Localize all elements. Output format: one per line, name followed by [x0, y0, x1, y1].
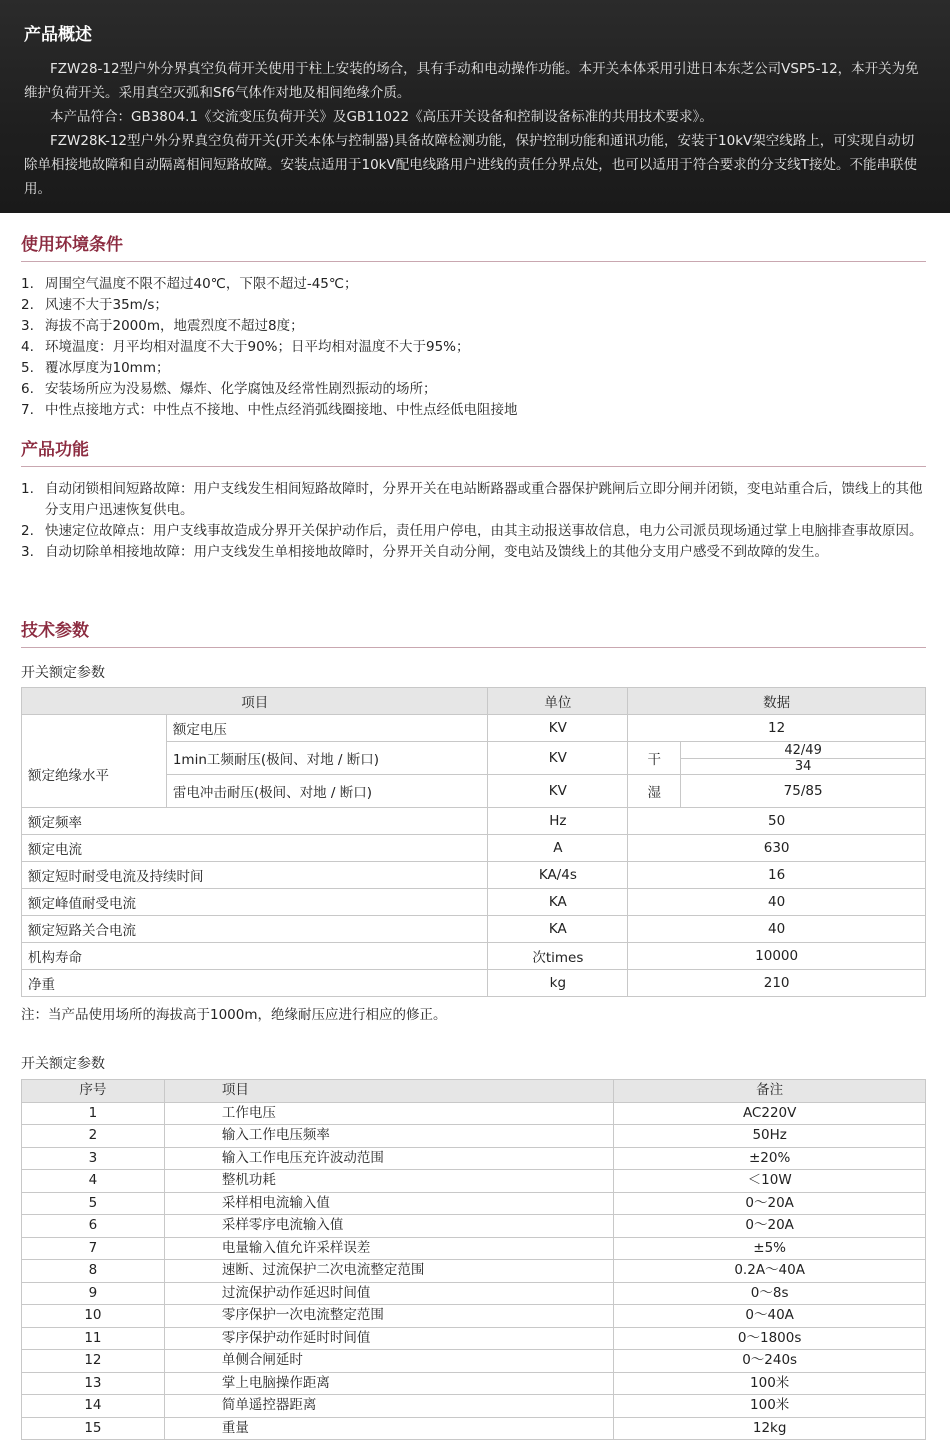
- row-value: 75/85: [681, 775, 926, 808]
- row-item: 采样零序电流输入值: [164, 1215, 613, 1238]
- overview-paragraph-1: FZW28-12型户外分界真空负荷开关使用于柱上安装的场合，具有手动和电动操作功能。本开关本体采用引进日本东芝公司VSP5-12，本开关为免维护负荷开关。采用真空灭弧和Sf6气体作对地及相间绝缘介质。: [24, 61, 919, 101]
- row-no: 7: [22, 1237, 165, 1260]
- row-item: 采样相电流输入值: [164, 1192, 613, 1215]
- table-row: [22, 1237, 926, 1260]
- row-remark: 12kg: [614, 1417, 926, 1440]
- list-item: [21, 400, 926, 421]
- list-number: 1.: [21, 276, 34, 292]
- row-remark: 0～20A: [614, 1192, 926, 1215]
- row-unit: kg: [488, 970, 628, 997]
- table-row: [22, 1350, 926, 1373]
- row-value: 34: [794, 758, 812, 774]
- list-number: 2.: [21, 297, 34, 313]
- table-row: [22, 1305, 926, 1328]
- row-remark: 0.2A～40A: [614, 1260, 926, 1283]
- table-row: [22, 1192, 926, 1215]
- row-no: 1: [22, 1102, 165, 1125]
- func-section: [21, 435, 926, 563]
- row-remark: 0～20A: [614, 1215, 926, 1238]
- insulation-label: 额定绝缘水平: [22, 742, 167, 808]
- list-item: [21, 479, 926, 521]
- table2-title: 开关额定参数: [21, 1056, 105, 1072]
- row-name: 额定峰值耐受电流: [22, 889, 488, 916]
- t2-head-item: 项目: [164, 1080, 613, 1103]
- row-name: 额定短时耐受电流及持续时间: [22, 862, 488, 889]
- list-number: 3.: [21, 318, 34, 334]
- table-row: [22, 808, 926, 835]
- t1-head-data: 数据: [628, 688, 926, 715]
- row-remark: 0～240s: [614, 1350, 926, 1373]
- table-row: [22, 715, 926, 742]
- table-row: [22, 916, 926, 943]
- row-remark: 100米: [614, 1372, 926, 1395]
- table-row: [22, 1102, 926, 1125]
- row-remark: ±20%: [614, 1147, 926, 1170]
- list-item: [21, 521, 926, 542]
- t2-head-remark: 备注: [614, 1080, 926, 1103]
- table-row: [22, 1417, 926, 1440]
- table-row: [22, 835, 926, 862]
- list-text: 环境温度：月平均相对温度不大于90%；日平均相对温度不大于95%；: [45, 339, 470, 355]
- list-number: 2.: [21, 523, 34, 539]
- row-unit: KA: [488, 916, 628, 943]
- list-number: 6.: [21, 381, 34, 397]
- row-name: 额定频率: [22, 808, 488, 835]
- row-unit: A: [488, 835, 628, 862]
- env-title: 使用环境条件: [21, 230, 926, 262]
- row-no: 6: [22, 1215, 165, 1238]
- func-title: 产品功能: [21, 435, 926, 467]
- table-row: [22, 1395, 926, 1418]
- row-value: 40: [628, 916, 926, 943]
- row-no: 8: [22, 1260, 165, 1283]
- row-remark: ±5%: [614, 1237, 926, 1260]
- row-item: 输入工作电压频率: [164, 1125, 613, 1148]
- table-row: [22, 1170, 926, 1193]
- row-item: 单侧合闸延时: [164, 1350, 613, 1373]
- row-item: 简单遥控器距离: [164, 1395, 613, 1418]
- row-no: 11: [22, 1327, 165, 1350]
- row-item: 速断、过流保护二次电流整定范围: [164, 1260, 613, 1283]
- table-row: [22, 742, 926, 775]
- table-row: [22, 1125, 926, 1148]
- row-no: 15: [22, 1417, 165, 1440]
- table-row: [22, 1147, 926, 1170]
- row-item: 电量输入值允许采样误差: [164, 1237, 613, 1260]
- table-row: [22, 1372, 926, 1395]
- row-item: 整机功耗: [164, 1170, 613, 1193]
- tech-section: [21, 616, 926, 1440]
- row-name: 额定电流: [22, 835, 488, 862]
- t1-head-unit: 单位: [488, 688, 628, 715]
- controller-params-table: [21, 1079, 926, 1440]
- list-text: 覆冰厚度为10mm；: [45, 360, 170, 376]
- row-no: 2: [22, 1125, 165, 1148]
- row-value: 12: [628, 715, 926, 742]
- table1-title: 开关额定参数: [21, 665, 105, 681]
- row-value: 630: [628, 835, 926, 862]
- row-unit: KV: [488, 775, 628, 808]
- row-item: 输入工作电压充许波动范围: [164, 1147, 613, 1170]
- row-name: 额定短路关合电流: [22, 916, 488, 943]
- row-unit: KV: [488, 715, 628, 742]
- list-item: [21, 316, 926, 337]
- row-no: 4: [22, 1170, 165, 1193]
- table-row: [22, 1282, 926, 1305]
- row-no: 9: [22, 1282, 165, 1305]
- overview-title: 产品概述: [24, 25, 92, 45]
- row-name: 机构寿命: [22, 943, 488, 970]
- row-remark: 0～1800s: [614, 1327, 926, 1350]
- row-item: 过流保护动作延迟时间值: [164, 1282, 613, 1305]
- row-value: 40: [628, 889, 926, 916]
- row-name: 雷电冲击耐压(极间、对地 / 断口): [166, 775, 488, 808]
- row-unit: KA: [488, 889, 628, 916]
- row-unit: 次times: [488, 943, 628, 970]
- row-item: 掌上电脑操作距离: [164, 1372, 613, 1395]
- overview-paragraph-3: FZW28K-12型户外分界真空负荷开关(开关本体与控制器)具备故障检测功能，保护控制功能和通讯功能，安装于10kV架空线路上，可实现自动切除单相接地故障和自动隔离相间短路故障。安装点适用于10kV配电线路用户进线的责任分界点处，也可以适用于符合要求的分支线T接处。不能串联使用。: [24, 133, 917, 197]
- wet-tag: 湿: [628, 775, 681, 808]
- list-item: [21, 542, 926, 563]
- overview-paragraph-2: 本产品符合：GB3804.1《交流变压负荷开关》及GB11022《高压开关设备和控制设备标准的共用技术要求》。: [50, 109, 713, 125]
- row-unit: KV: [488, 742, 628, 775]
- t2-head-no: 序号: [22, 1080, 165, 1103]
- row-name: 净重: [22, 970, 488, 997]
- row-remark: 100米: [614, 1395, 926, 1418]
- env-section: [21, 230, 926, 421]
- row-unit: Hz: [488, 808, 628, 835]
- row-item: 重量: [164, 1417, 613, 1440]
- row-no: 14: [22, 1395, 165, 1418]
- row-value: 210: [628, 970, 926, 997]
- t1-head-item: 项目: [22, 688, 488, 715]
- altitude-note: 注：当产品使用场所的海拔高于1000m，绝缘耐压应进行相应的修正。: [21, 1007, 447, 1023]
- list-number: 3.: [21, 544, 34, 560]
- list-item: [21, 295, 926, 316]
- list-item: [21, 358, 926, 379]
- row-unit: KA/4s: [488, 862, 628, 889]
- row-item: 工作电压: [164, 1102, 613, 1125]
- row-value: 42/49: [681, 743, 925, 759]
- table-row: [22, 943, 926, 970]
- row-item: 零序保护动作延时时间值: [164, 1327, 613, 1350]
- func-list: [21, 479, 926, 563]
- table-row: [22, 1260, 926, 1283]
- row-no: 12: [22, 1350, 165, 1373]
- table-row: [22, 1327, 926, 1350]
- row-name: 额定电压: [166, 715, 488, 742]
- row-no: 10: [22, 1305, 165, 1328]
- row-no: 5: [22, 1192, 165, 1215]
- row-no: 13: [22, 1372, 165, 1395]
- row-remark: 0～40A: [614, 1305, 926, 1328]
- row-remark: ＜10W: [614, 1170, 926, 1193]
- table-row: [22, 1215, 926, 1238]
- list-number: 1.: [21, 481, 34, 497]
- overview-banner: [0, 0, 950, 213]
- table-row: [22, 862, 926, 889]
- row-remark: AC220V: [614, 1102, 926, 1125]
- row-remark: 0～8s: [614, 1282, 926, 1305]
- list-number: 4.: [21, 339, 34, 355]
- table-row: [22, 889, 926, 916]
- dry-tag: 干: [628, 742, 681, 775]
- list-text: 自动闭锁相间短路故障：用户支线发生相间短路故障时，分界开关在电站断路器或重合器保护跳闸后立即分闸并闭锁，变电站重合后，馈线上的其他分支用户迅速恢复供电。: [45, 481, 923, 518]
- list-text: 海拔不高于2000m，地震烈度不超过8度；: [45, 318, 304, 334]
- env-list: [21, 274, 926, 421]
- table-row: [22, 970, 926, 997]
- list-item: [21, 379, 926, 400]
- list-text: 中性点接地方式：中性点不接地、中性点经消弧线圈接地、中性点经低电阻接地: [45, 402, 518, 418]
- list-text: 快速定位故障点：用户支线事故造成分界开关保护动作后，责任用户停电，由其主动报送事故信息，电力公司派员现场通过掌上电脑排查事故原因。: [45, 523, 923, 539]
- row-value: 10000: [628, 943, 926, 970]
- list-text: 周围空气温度不限不超过40℃，下限不超过-45℃；: [45, 276, 358, 292]
- list-text: 风速不大于35m/s；: [45, 297, 168, 313]
- list-text: 自动切除单相接地故障：用户支线发生单相接地故障时，分界开关自动分闸，变电站及馈线上的其他分支用户感受不到故障的发生。: [45, 544, 828, 560]
- list-text: 安装场所应为没易燃、爆炸、化学腐蚀及经常性剧烈振动的场所；: [45, 381, 437, 397]
- row-value: 50: [628, 808, 926, 835]
- list-number: 5.: [21, 360, 34, 376]
- tech-title: 技术参数: [21, 616, 926, 648]
- row-no: 3: [22, 1147, 165, 1170]
- list-item: [21, 337, 926, 358]
- list-item: [21, 274, 926, 295]
- row-name: 1min工频耐压(极间、对地 / 断口): [166, 742, 488, 775]
- list-number: 7.: [21, 402, 34, 418]
- row-item: 零序保护一次电流整定范围: [164, 1305, 613, 1328]
- row-remark: 50Hz: [614, 1125, 926, 1148]
- row-value: 16: [628, 862, 926, 889]
- rated-params-table: [21, 687, 926, 997]
